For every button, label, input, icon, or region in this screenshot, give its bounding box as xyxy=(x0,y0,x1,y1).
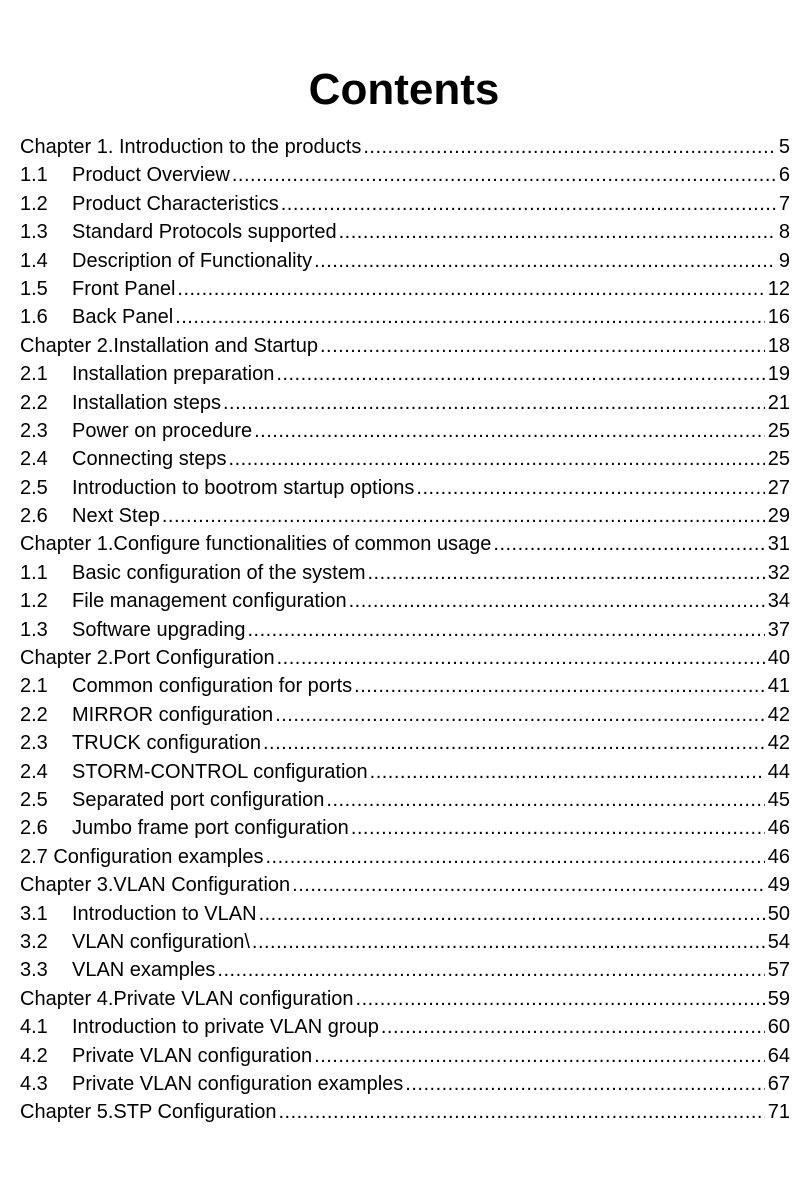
dot-leader xyxy=(363,133,776,161)
toc-entry-page-number: 54 xyxy=(767,930,790,953)
toc-entry-number: 2.1 xyxy=(20,363,48,386)
toc-entry-number: 4.2 xyxy=(20,1044,48,1067)
toc-entry-number: 2.2 xyxy=(20,391,48,414)
dot-leader xyxy=(247,616,764,644)
toc-entry-title: Next Step xyxy=(72,505,160,528)
toc-entry-number: 1.5 xyxy=(20,277,48,300)
toc-entry-number: 3.3 xyxy=(20,959,48,982)
toc-entry-page-number: 49 xyxy=(767,874,790,897)
dot-leader xyxy=(276,360,764,388)
toc-entry[interactable] xyxy=(20,275,790,303)
toc-entry-title: VLAN examples xyxy=(72,959,216,982)
toc-entry[interactable] xyxy=(20,1098,790,1126)
toc-entry-page-number: 46 xyxy=(767,817,790,840)
dot-leader xyxy=(416,474,764,502)
toc-entry[interactable] xyxy=(20,474,790,502)
toc-entry-number: 1.3 xyxy=(20,221,48,244)
toc-entry-page-number: 18 xyxy=(767,334,790,357)
toc-entry[interactable] xyxy=(20,672,790,700)
toc-entry-title: Common configuration for ports xyxy=(72,675,353,698)
toc-entry-page-number: 31 xyxy=(767,533,790,556)
toc-entry[interactable] xyxy=(20,1013,790,1041)
dot-leader xyxy=(292,871,765,899)
toc-entry-number: 1.2 xyxy=(20,192,48,215)
dot-leader xyxy=(229,445,765,473)
toc-entry-page-number: 16 xyxy=(767,306,790,329)
toc-entry-page-number: 25 xyxy=(767,448,790,471)
toc-entry-page-number: 60 xyxy=(767,1016,790,1039)
toc-entry-number: 3.2 xyxy=(20,930,48,953)
dot-leader xyxy=(381,1013,765,1041)
toc-entry-page-number: 42 xyxy=(767,732,790,755)
toc-entry-number: 1.6 xyxy=(20,306,48,329)
dot-leader xyxy=(265,843,764,871)
toc-entry-title: Software upgrading xyxy=(72,618,246,641)
toc-entry-number: 1.3 xyxy=(20,618,48,641)
dot-leader xyxy=(254,417,765,445)
toc-entry[interactable] xyxy=(20,587,790,615)
toc-entry[interactable] xyxy=(20,644,790,672)
toc-entry-title: TRUCK configuration xyxy=(72,732,261,755)
toc-entry-number: 2.2 xyxy=(20,703,48,726)
toc-entry[interactable] xyxy=(20,843,790,871)
toc-entry-page-number: 7 xyxy=(778,192,790,215)
toc-entry-page-number: 44 xyxy=(767,760,790,783)
toc-entry-page-number: 45 xyxy=(767,788,790,811)
toc-entry-page-number: 46 xyxy=(767,845,790,868)
toc-entry-title: Jumbo frame port configuration xyxy=(72,817,349,840)
toc-entry-title: 2.7 Configuration examples xyxy=(20,845,264,868)
toc-entry-number: 2.1 xyxy=(20,675,48,698)
table-of-contents xyxy=(20,133,790,1127)
toc-entry-title: Basic configuration of the system xyxy=(72,561,366,584)
dot-leader xyxy=(314,1042,765,1070)
toc-entry-number: 2.6 xyxy=(20,505,48,528)
toc-entry-title: VLAN configuration\ xyxy=(72,930,250,953)
dot-leader xyxy=(175,303,765,331)
toc-entry-title: Private VLAN configuration xyxy=(72,1044,313,1067)
dot-leader xyxy=(351,814,765,842)
dot-leader xyxy=(275,701,765,729)
toc-entry-page-number: 41 xyxy=(767,675,790,698)
toc-entry-title: Chapter 3.VLAN Configuration xyxy=(20,874,291,897)
dot-leader xyxy=(259,900,765,928)
toc-entry[interactable] xyxy=(20,190,790,218)
toc-entry[interactable] xyxy=(20,616,790,644)
dot-leader xyxy=(177,275,764,303)
toc-entry-title: Back Panel xyxy=(72,306,174,329)
toc-entry-page-number: 25 xyxy=(767,419,790,442)
dot-leader xyxy=(370,758,765,786)
toc-entry[interactable] xyxy=(20,502,790,530)
toc-entry[interactable] xyxy=(20,786,790,814)
toc-entry[interactable] xyxy=(20,1042,790,1070)
toc-entry-title: Product Characteristics xyxy=(72,192,279,215)
toc-entry-page-number: 67 xyxy=(767,1072,790,1095)
toc-entry-title: Chapter 4.Private VLAN configuration xyxy=(20,987,354,1010)
toc-entry-title: Private VLAN configuration examples xyxy=(72,1072,404,1095)
toc-entry-page-number: 42 xyxy=(767,703,790,726)
toc-entry-number: 4.3 xyxy=(20,1072,48,1095)
toc-entry-page-number: 12 xyxy=(767,277,790,300)
toc-entry-page-number: 71 xyxy=(767,1101,790,1124)
toc-entry[interactable] xyxy=(20,928,790,956)
toc-entry-title: Standard Protocols supported xyxy=(72,221,337,244)
toc-entry[interactable] xyxy=(20,389,790,417)
toc-entry-title: Chapter 5.STP Configuration xyxy=(20,1101,277,1124)
dot-leader xyxy=(356,985,765,1013)
toc-entry-title: Installation steps xyxy=(72,391,221,414)
dot-leader xyxy=(367,559,764,587)
toc-entry[interactable] xyxy=(20,900,790,928)
toc-entry-page-number: 57 xyxy=(767,959,790,982)
toc-entry-page-number: 64 xyxy=(767,1044,790,1067)
toc-entry[interactable] xyxy=(20,303,790,331)
toc-entry-page-number: 19 xyxy=(767,363,790,386)
toc-entry-title: Description of Functionality xyxy=(72,249,313,272)
toc-entry-number: 2.3 xyxy=(20,732,48,755)
toc-entry-number: 1.1 xyxy=(20,561,48,584)
toc-entry[interactable] xyxy=(20,985,790,1013)
dot-leader xyxy=(349,587,765,615)
toc-entry[interactable] xyxy=(20,559,790,587)
toc-entry-page-number: 29 xyxy=(767,505,790,528)
dot-leader xyxy=(339,218,776,246)
toc-entry-title: Chapter 2.Port Configuration xyxy=(20,647,275,670)
toc-entry-title: Connecting steps xyxy=(72,448,227,471)
toc-entry-title: MIRROR configuration xyxy=(72,703,274,726)
toc-entry-page-number: 32 xyxy=(767,561,790,584)
dot-leader xyxy=(493,530,764,558)
toc-entry[interactable] xyxy=(20,1070,790,1098)
dot-leader xyxy=(223,389,765,417)
toc-entry[interactable] xyxy=(20,161,790,189)
toc-entry[interactable] xyxy=(20,218,790,246)
toc-entry-title: Product Overview xyxy=(72,164,230,187)
toc-entry[interactable] xyxy=(20,360,790,388)
dot-leader xyxy=(263,729,765,757)
toc-entry[interactable] xyxy=(20,417,790,445)
toc-entry-title: Introduction to VLAN xyxy=(72,902,257,925)
toc-entry[interactable] xyxy=(20,530,790,558)
dot-leader xyxy=(278,1098,764,1126)
toc-entry-page-number: 21 xyxy=(767,391,790,414)
toc-entry-title: Introduction to bootrom startup options xyxy=(72,476,415,499)
toc-entry-title: Separated port configuration xyxy=(72,788,325,811)
toc-entry-page-number: 9 xyxy=(778,249,790,272)
toc-entry-number: 1.1 xyxy=(20,164,48,187)
toc-entry-title: Front Panel xyxy=(72,277,176,300)
toc-entry-number: 2.5 xyxy=(20,476,48,499)
toc-entry-page-number: 8 xyxy=(778,221,790,244)
toc-entry-title: File management configuration xyxy=(72,590,347,613)
toc-entry-number: 2.6 xyxy=(20,817,48,840)
toc-entry-number: 2.4 xyxy=(20,448,48,471)
toc-entry-page-number: 50 xyxy=(767,902,790,925)
toc-entry-title: STORM-CONTROL configuration xyxy=(72,760,368,783)
dot-leader xyxy=(277,644,765,672)
toc-entry-page-number: 6 xyxy=(778,164,790,187)
toc-entry[interactable] xyxy=(20,701,790,729)
page-title: Contents xyxy=(308,65,500,114)
toc-entry[interactable] xyxy=(20,332,790,360)
toc-entry-title: Chapter 1. Introduction to the products xyxy=(20,136,362,158)
dot-leader xyxy=(320,332,765,360)
toc-entry-title: Introduction to private VLAN group xyxy=(72,1016,379,1039)
toc-entry[interactable] xyxy=(20,247,790,275)
toc-entry-title: Chapter 2.Installation and Startup xyxy=(20,334,318,357)
toc-entry-title: Power on procedure xyxy=(72,419,253,442)
dot-leader xyxy=(405,1070,764,1098)
toc-entry[interactable] xyxy=(20,133,790,161)
dot-leader xyxy=(314,247,776,275)
toc-entry-title: Installation preparation xyxy=(72,363,275,386)
toc-entry-number: 1.2 xyxy=(20,590,48,613)
toc-entry-title: Chapter 1.Configure functionalities of common usage xyxy=(20,533,492,556)
toc-entry-page-number: 40 xyxy=(767,647,790,670)
toc-entry[interactable] xyxy=(20,814,790,842)
dot-leader xyxy=(281,190,776,218)
toc-entry-page-number: 37 xyxy=(767,618,790,641)
toc-entry[interactable] xyxy=(20,758,790,786)
dot-leader xyxy=(162,502,765,530)
dot-leader xyxy=(252,928,765,956)
toc-entry[interactable] xyxy=(20,956,790,984)
dot-leader xyxy=(354,672,765,700)
toc-entry-page-number: 27 xyxy=(767,476,790,499)
toc-entry-number: 1.4 xyxy=(20,249,48,272)
toc-entry-page-number: 59 xyxy=(767,987,790,1010)
toc-entry[interactable] xyxy=(20,729,790,757)
dot-leader xyxy=(217,956,764,984)
toc-entry-number: 3.1 xyxy=(20,902,48,925)
toc-entry-number: 2.3 xyxy=(20,419,48,442)
toc-entry[interactable] xyxy=(20,445,790,473)
toc-entry-page-number: 5 xyxy=(778,136,790,158)
toc-entry-number: 4.1 xyxy=(20,1016,48,1039)
dot-leader xyxy=(232,161,776,189)
toc-entry-number: 2.4 xyxy=(20,760,48,783)
toc-entry[interactable] xyxy=(20,871,790,899)
toc-entry-page-number: 34 xyxy=(767,590,790,613)
dot-leader xyxy=(326,786,764,814)
toc-entry-number: 2.5 xyxy=(20,788,48,811)
